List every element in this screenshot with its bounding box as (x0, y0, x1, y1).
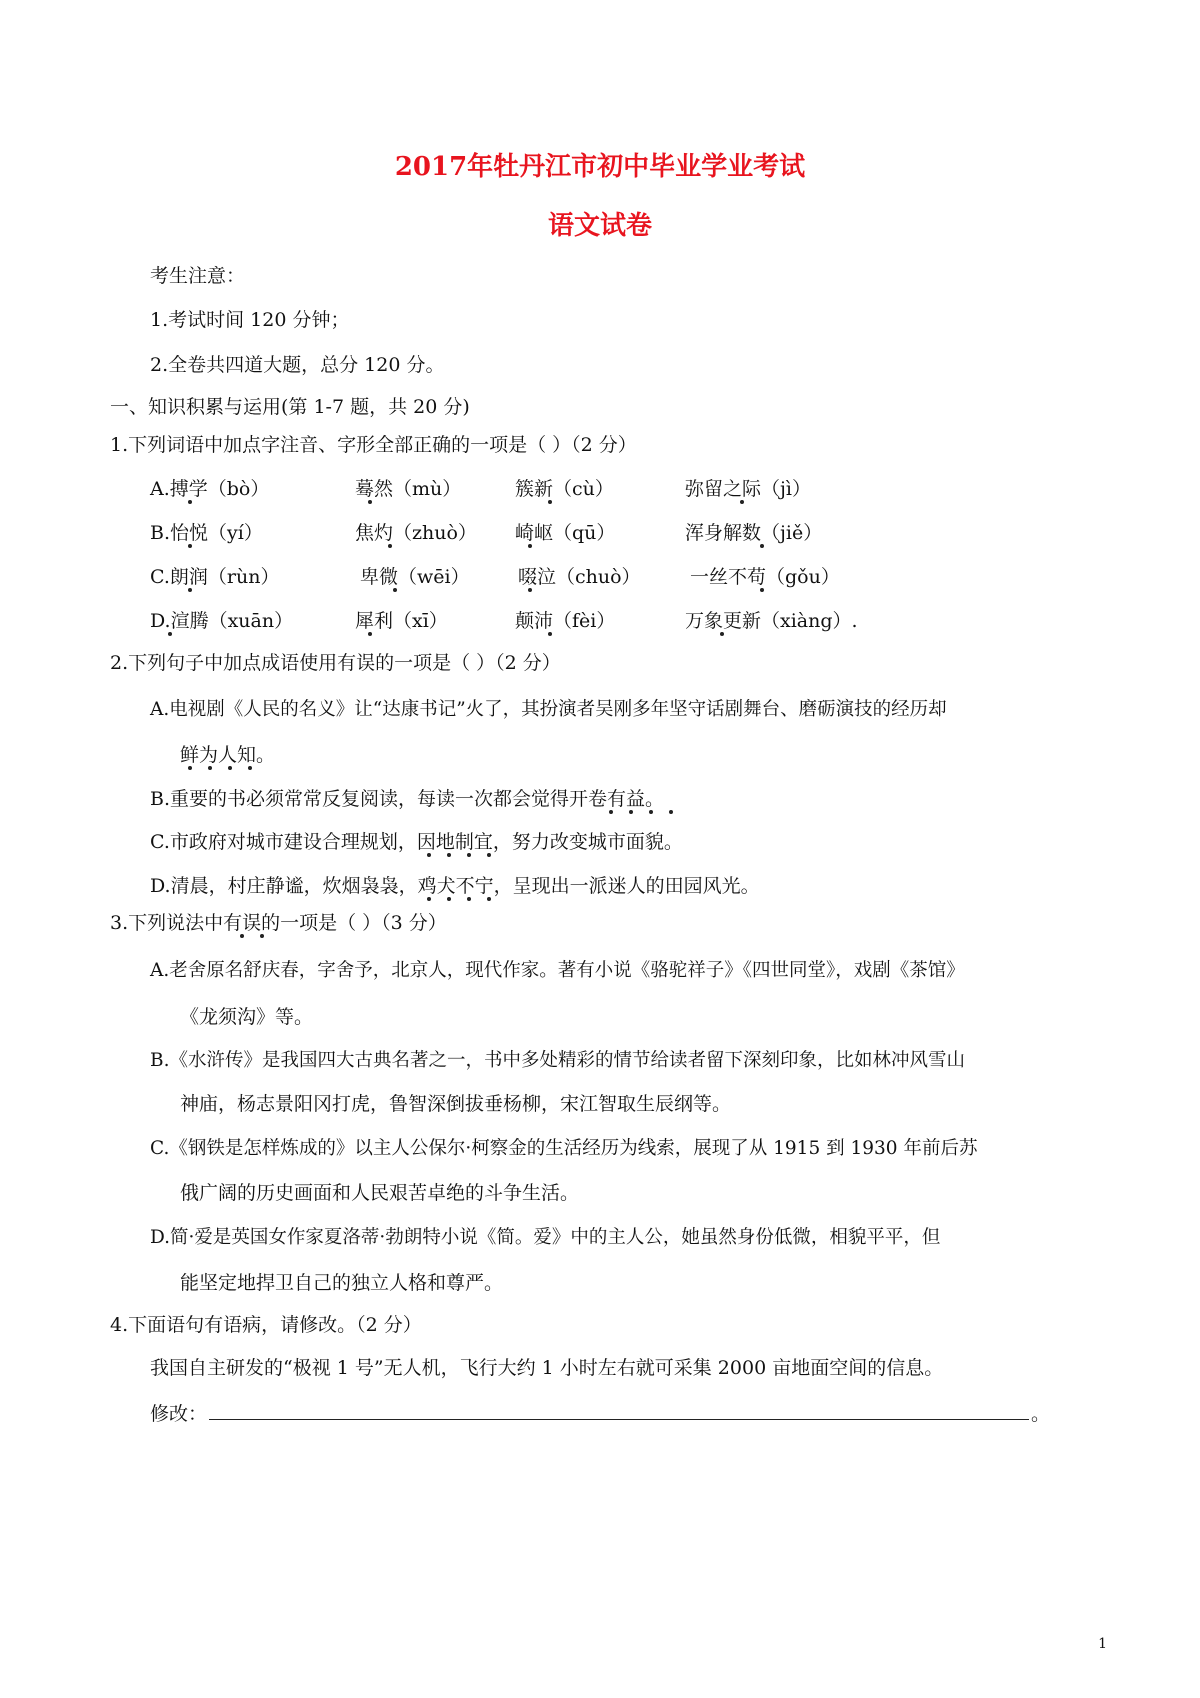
emphasis-dot (720, 632, 724, 636)
q2-option-b: B.重要的书必须常常反复阅读，每读一次都会觉得开卷有益。 (150, 788, 665, 810)
emphasis-dot (629, 810, 633, 814)
q1-option-a-word2: 蓦然（mù） (355, 478, 462, 500)
q1-option-c-word1: C.朗润（rùn） (150, 566, 280, 588)
q1-option-c-word2: 卑微（wēi） (360, 566, 470, 588)
emphasis-dot (260, 934, 264, 938)
emphasis-dot (388, 544, 392, 548)
q2-option-a-line2: 鲜为人知。 (180, 744, 276, 766)
section-heading: 一、知识积累与运用(第 1-7 题，共 20 分) (110, 396, 470, 418)
q3-option-b-line1: B.《水浒传》是我国四大古典名著之一，书中多处精彩的情节给读者留下深刻印象，比如林冲风雪山 (150, 1050, 965, 1071)
emphasis-dot (609, 810, 613, 814)
q1-stem: 1.下列词语中加点字注音、字形全部正确的一项是（ ）（2 分） (110, 434, 637, 456)
emphasis-dot (447, 853, 451, 857)
q3-option-d-line1: D.简·爱是英国女作家夏洛蒂·勃朗特小说《简。爱》中的主人公，她虽然身份低微，相貌平平，但 (150, 1227, 941, 1248)
emphasis-dot (188, 500, 192, 504)
emphasis-dot (228, 766, 232, 770)
q1-option-d-word3: 颠沛（fèi） (515, 610, 616, 632)
q3-option-d-line2: 能坚定地捍卫自己的独立人格和尊严。 (180, 1272, 504, 1294)
q1-option-c-word4: 一丝不苟（gǒu） (690, 566, 840, 588)
q2-stem: 2.下列句子中加点成语使用有误的一项是（ ）（2 分） (110, 652, 561, 674)
emphasis-dot (669, 810, 673, 814)
emphasis-dot (487, 853, 491, 857)
emphasis-dot (649, 810, 653, 814)
q1-option-c-word3: 啜泣（chuò） (518, 566, 641, 588)
emphasis-dot (467, 897, 471, 901)
page-number: 1 (1098, 1636, 1107, 1652)
q1-option-d-word1: D.渲腾（xuān） (150, 610, 294, 632)
emphasis-dot (740, 500, 744, 504)
emphasis-dot (760, 588, 764, 592)
emphasis-dot (427, 853, 431, 857)
emphasis-dot (393, 588, 397, 592)
q3-option-c-line1: C.《钢铁是怎样炼成的》以主人公保尔·柯察金的生活经历为线索，展现了从 1915 到 1930 年前后苏 (150, 1138, 978, 1159)
q4-sentence: 我国自主研发的“极视 1 号”无人机，飞行大约 1 小时左右就可采集 2000 亩地面空间的信息。 (150, 1357, 944, 1379)
q3-option-c-line2: 俄广阔的历史画面和人民艰苦卓绝的斗争生活。 (180, 1182, 580, 1204)
q1-option-b-word1: B.怡悦（yí） (150, 522, 263, 544)
q2-option-c: C.市政府对城市建设合理规划，因地制宜，努力改变城市面貌。 (150, 831, 683, 853)
q4-answer-blank[interactable] (209, 1397, 1029, 1420)
emphasis-dot (368, 500, 372, 504)
notice-heading: 考生注意： (150, 265, 246, 287)
q1-option-d-word2: 犀利（xī） (355, 610, 448, 632)
emphasis-dot (188, 544, 192, 548)
q3-option-b-line2: 神庙，杨志景阳冈打虎，鲁智深倒拔垂杨柳，宋江智取生辰纲等。 (180, 1093, 732, 1115)
q1-option-b-word4: 浑身解数（jiě） (685, 522, 823, 544)
emphasis-dot (168, 632, 172, 636)
q1-option-a-word4: 弥留之际（jì） (685, 478, 811, 500)
q4-fix-row (150, 1397, 1050, 1426)
emphasis-dot (240, 934, 244, 938)
emphasis-dot (368, 632, 372, 636)
emphasis-dot (188, 766, 192, 770)
q4-fix-label: 修改： (150, 1403, 208, 1425)
emphasis-dot (188, 588, 192, 592)
emphasis-dot (467, 853, 471, 857)
emphasis-dot (447, 897, 451, 901)
exam-subtitle: 语文试卷 (547, 211, 652, 241)
q3-option-a-line1: A.老舍原名舒庆春，字舍予，北京人，现代作家。著有小说《骆驼祥子》《四世同堂》，戏剧《茶馆》 (150, 960, 965, 981)
emphasis-dot (760, 544, 764, 548)
q3-option-a-line2: 《龙须沟》等。 (180, 1006, 314, 1028)
emphasis-dot (487, 897, 491, 901)
q2-option-a-line1: A.电视剧《人民的名义》让“达康书记”火了，其扮演者吴刚多年坚守话剧舞台、磨砺演技的经历却 (150, 699, 947, 720)
exam-title: 2017年牡丹江市初中毕业学业考试 (394, 152, 806, 182)
emphasis-dot (248, 766, 252, 770)
q3-stem: 3.下列说法中有误的一项是（ ）（3 分） (110, 912, 447, 934)
q4-stem: 4.下面语句有语病，请修改。（2 分） (110, 1314, 422, 1336)
q4-fix-end: 。 (1031, 1403, 1051, 1425)
q1-option-b-word2: 焦灼（zhuò） (355, 522, 477, 544)
emphasis-dot (427, 897, 431, 901)
q1-option-a-word1: A.搏学（bò） (150, 478, 270, 500)
notice-item-1: 1.考试时间 120 分钟； (150, 309, 350, 331)
q1-option-b-word3: 崎岖（qū） (515, 522, 616, 544)
emphasis-dot (528, 544, 532, 548)
emphasis-dot (548, 500, 552, 504)
q1-option-d-word4: 万象更新（xiàng）. (685, 610, 858, 632)
notice-item-2: 2.全卷共四道大题，总分 120 分。 (150, 354, 445, 376)
emphasis-dot (548, 632, 552, 636)
emphasis-dot (208, 766, 212, 770)
q2-option-d: D.清晨，村庄静谧，炊烟袅袅，鸡犬不宁，呈现出一派迷人的田园风光。 (150, 875, 760, 897)
emphasis-dot (528, 588, 532, 592)
q1-option-a-word3: 簇新（cù） (515, 478, 614, 500)
